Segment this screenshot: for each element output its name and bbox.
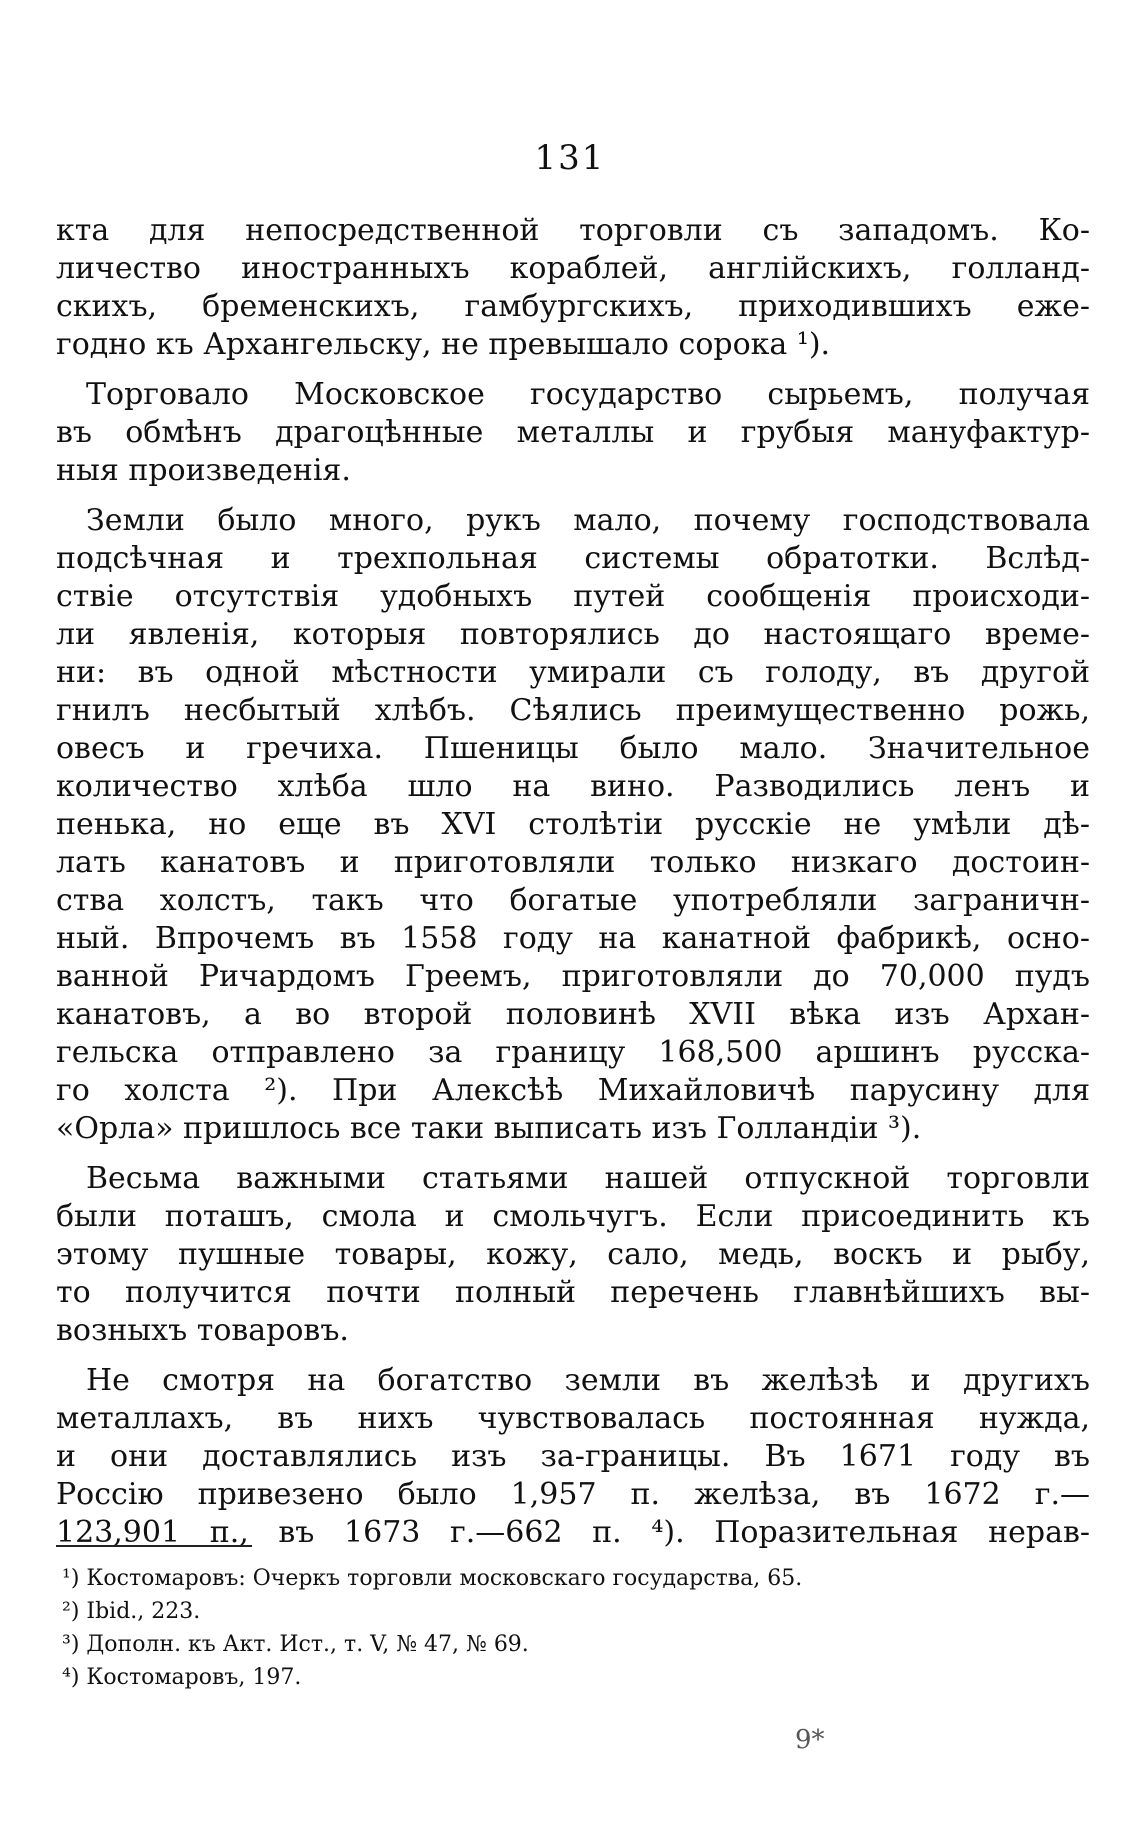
text-line: канатовъ, а во второй половинѣ XVII вѣка изъ Архан- (56, 997, 1090, 1032)
text-line: были поташъ, смола и смольчугъ. Если присоединить къ (56, 1199, 1090, 1234)
text-line: годно къ Архангельску, не превышало сорока ¹). (56, 327, 831, 362)
footnote-1: ¹) Костомаровъ: Очеркъ торговли московскаго государства, 65. (62, 1566, 803, 1591)
footnotes (62, 1562, 962, 1694)
text-line: Россію привезено было 1,957 п. желѣза, въ 1672 г.— (56, 1477, 1090, 1512)
text-line: пенька, но еще въ XVI столѣтіи русскіе не умѣли дѣ- (56, 807, 1090, 842)
text-line: металлахъ, въ нихъ чувствовалась постоянная нужда, (56, 1401, 1090, 1436)
text-line: ныя произведенія. (56, 453, 351, 488)
text-line: Весьма важными статьями нашей отпускной торговли (86, 1161, 1090, 1196)
text-line: гельска отправлено за границу 168,500 аршинъ русска- (56, 1035, 1090, 1070)
footnote-divider (56, 1545, 252, 1547)
page-number: 131 (534, 138, 606, 178)
text-line: Не смотря на богатство земли въ желѣзѣ и другихъ (86, 1363, 1090, 1398)
text-line: го холста ²). При Алексѣѣ Михайловичѣ парусину для (56, 1073, 1090, 1108)
paragraph-1 (56, 212, 1090, 364)
text-line: этому пушные товары, кожу, сало, медь, воскъ и рыбу, (56, 1237, 1090, 1272)
text-line: скихъ, бременскихъ, гамбургскихъ, приходившихъ еже- (56, 289, 1090, 324)
printer-signature-mark: 9* (795, 1725, 825, 1755)
footnote-3: ³) Дополн. къ Акт. Ист., т. V, № 47, № 69. (62, 1632, 529, 1657)
text-line: ни: въ одной мѣстности умирали съ голоду, въ другой (56, 655, 1090, 690)
paragraph-2 (56, 376, 1090, 490)
text-line: ный. Впрочемъ въ 1558 году на канатной фабрикѣ, осно- (56, 921, 1090, 956)
paragraph-4 (56, 1160, 1090, 1350)
text-line: овесъ и гречиха. Пшеницы было мало. Значительное (56, 731, 1090, 766)
text-line: Земли было много, рукъ мало, почему господствовала (86, 503, 1090, 538)
paragraph-5 (56, 1362, 1090, 1552)
text-line: въ обмѣнъ драгоцѣнные металлы и грубыя мануфактур- (56, 415, 1090, 450)
text-line: ли явленія, которыя повторялись до настоящаго време- (56, 617, 1090, 652)
text-line: «Орла» пришлось все таки выписать изъ Голландіи ³). (56, 1111, 922, 1146)
text-line: количество хлѣба шло на вино. Разводились ленъ и (56, 769, 1090, 804)
text-line: лать канатовъ и приготовляли только низкаго достоин- (56, 845, 1090, 880)
text-line: и они доставлялись изъ за-границы. Въ 1671 году въ (56, 1439, 1090, 1474)
text-line: гнилъ несбытый хлѣбъ. Сѣялись преимущественно рожь, (56, 693, 1090, 728)
text-line: личество иностранныхъ кораблей, англійскихъ, голланд- (56, 251, 1090, 286)
body-text (56, 212, 1090, 1564)
text-line: ванной Ричардомъ Греемъ, приготовляли до 70,000 пудъ (56, 959, 1090, 994)
text-line: ства холстъ, такъ что богатые употребляли заграничн- (56, 883, 1090, 918)
text-line: кта для непосредственной торговли съ западомъ. Ко- (56, 213, 1090, 248)
text-line: 123,901 п., въ 1673 г.—662 п. ⁴). Поразительная нерав- (56, 1515, 1090, 1550)
footnote-2: ²) Ibid., 223. (62, 1599, 201, 1624)
text-line: то получится почти полный перечень главнѣйшихъ вы- (56, 1275, 1090, 1310)
text-line: Торговало Московское государство сырьемъ, получая (86, 377, 1090, 412)
text-line: ствіе отсутствія удобныхъ путей сообщенія происходи- (56, 579, 1090, 614)
text-line: возныхъ товаровъ. (56, 1313, 349, 1348)
paragraph-3 (56, 502, 1090, 1148)
text-line: подсѣчная и трехпольная системы обратотки. Вслѣд- (56, 541, 1090, 576)
footnote-4: ⁴) Костомаровъ, 197. (62, 1665, 302, 1690)
